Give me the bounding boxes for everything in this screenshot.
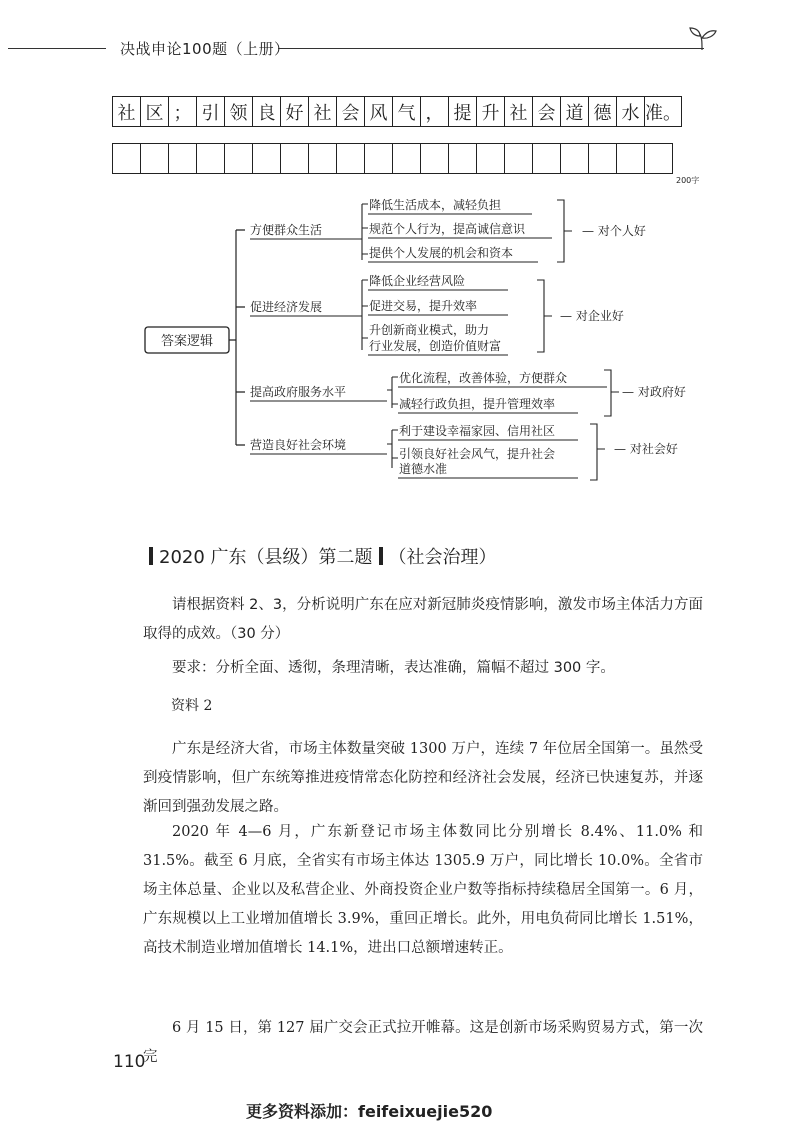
material-label: 资料 2: [171, 698, 213, 714]
item-text: 利于建设幸福家园、信用社区: [399, 424, 556, 438]
grid-cell: 升: [477, 97, 505, 127]
grid-cell: 气: [393, 97, 421, 127]
root-brace: [229, 230, 245, 445]
grid-cell: [561, 144, 589, 174]
item-text: 减轻行政负担，提升管理效率: [399, 397, 556, 411]
item-text: 升创新商业模式，助力: [369, 323, 490, 337]
branch-label: 方便群众生活: [250, 223, 323, 237]
grid-cell: 会: [533, 97, 561, 127]
grid-cell: [197, 144, 225, 174]
header-rule-left: [8, 48, 106, 49]
grid-cell: [113, 144, 141, 174]
item-text: 道德水准: [399, 462, 448, 476]
group-label: — 对社会好: [614, 442, 678, 456]
section-title-main: 2020 广东（县级）第二题: [159, 547, 373, 568]
group-label: — 对企业好: [560, 309, 624, 323]
grid-cell: [645, 144, 673, 174]
grid-cell: [281, 144, 309, 174]
item-text: 规范个人行为，提高诚信意识: [369, 222, 526, 236]
item-text: 降低生活成本，减轻负担: [369, 198, 502, 212]
grid-cell: 水: [617, 97, 645, 127]
item-text: 提供个人发展的机会和资本: [369, 246, 514, 260]
grid-cell: 提: [449, 97, 477, 127]
group-label: — 对政府好: [622, 385, 686, 399]
item-text: 优化流程，改善体验，方便群众: [399, 371, 568, 385]
grid-cell: [337, 144, 365, 174]
grid-cell: [421, 144, 449, 174]
footer-note: 更多资料添加：feifeixuejie520: [246, 1102, 493, 1121]
grid-cell: 社: [309, 97, 337, 127]
grid-cell: 社: [505, 97, 533, 127]
grid-cell: 好: [281, 97, 309, 127]
grid-cell: 风: [365, 97, 393, 127]
branch-label: 提高政府服务水平: [250, 385, 347, 399]
running-header: [8, 38, 792, 58]
header-title: 决战申论100题（上册）: [120, 40, 290, 58]
grid-cell: ，: [421, 97, 449, 127]
grid-cell: ；: [169, 97, 197, 127]
grid-cell: 社: [113, 97, 141, 127]
grid-cell: 德: [589, 97, 617, 127]
body-paragraph: 6 月 15 日，第 127 届广交会正式拉开帷幕。这是创新市场采购贸易方式，第一次完: [143, 1020, 703, 1065]
grid-cell: [533, 144, 561, 174]
sprout-icon: [688, 26, 718, 52]
grid-cell: [589, 144, 617, 174]
grid-cell: [477, 144, 505, 174]
branch-label: 促进经济发展: [250, 300, 323, 314]
question-text: 请根据资料 2、3，分析说明广东在应对新冠肺炎疫情影响，激发市场主体活力方面取得的成效。（30 分）: [143, 597, 703, 642]
grid-cell: 良: [253, 97, 281, 127]
grid-cell: [309, 144, 337, 174]
answer-grid-row-2: [112, 143, 673, 174]
item-text: 引领良好社会风气，提升社会: [399, 447, 556, 461]
grid-cell: [393, 144, 421, 174]
grid-cell: [141, 144, 169, 174]
grid-cell: [225, 144, 253, 174]
branch-label: 营造良好社会环境: [250, 438, 347, 452]
group-label: — 对个人好: [582, 224, 646, 238]
grid-cell: [505, 144, 533, 174]
grid-cell: [617, 144, 645, 174]
item-text: 促进交易，提升效率: [369, 299, 478, 313]
grid-cell: [253, 144, 281, 174]
header-rule-right: [278, 48, 704, 49]
grid-cell: 准。: [645, 97, 682, 127]
requirement-text: 要求：分析全面、透彻，条理清晰，表达准确，篇幅不超过 300 字。: [172, 660, 615, 676]
title-bar-right: [379, 547, 383, 565]
answer-grid-row-1: [112, 96, 682, 127]
root-label: 答案逻辑: [160, 334, 214, 349]
section-title-sub: （社会治理）: [388, 547, 497, 568]
section-title: [143, 543, 497, 569]
grid-cell: [169, 144, 197, 174]
page-number: 110: [113, 1052, 146, 1072]
answer-logic-diagram: [0, 190, 800, 490]
body-paragraph: 2020 年 4—6 月，广东新登记市场主体数同比分别增长 8.4%、11.0% 和 31.5%。截至 6 月底，全省实有市场主体达 1305.9 万户，同比增长 10.0%。全省市场主体总量、企业以及私营企业、外商投资企业户数等指标持续稳居全国第一。6 月，广东规模以上工业增加值增长 3.9%，重回正增长。此外，用电负荷同比增长 1.51%，高技术制造业增加值增长 14.1%，进出口总额增速转正。: [143, 824, 703, 956]
grid-cell: 道: [561, 97, 589, 127]
grid-cell: 会: [337, 97, 365, 127]
grid-cell: [365, 144, 393, 174]
item-text: 降低企业经营风险: [369, 274, 466, 288]
item-text: 行业发展，创造价值财富: [369, 339, 502, 353]
grid-cell: 引: [197, 97, 225, 127]
grid-cell: 区: [141, 97, 169, 127]
title-bar-left: [149, 547, 153, 565]
grid-cell: 领: [225, 97, 253, 127]
word-count-label: 200字: [676, 176, 700, 185]
grid-cell: [449, 144, 477, 174]
body-paragraph: 广东是经济大省，市场主体数量突破 1300 万户，连续 7 年位居全国第一。虽然受到疫情影响，但广东统筹推进疫情常态化防控和经济社会发展，经济已快速复苏，并逐渐回到强劲发展之路。: [143, 741, 703, 815]
